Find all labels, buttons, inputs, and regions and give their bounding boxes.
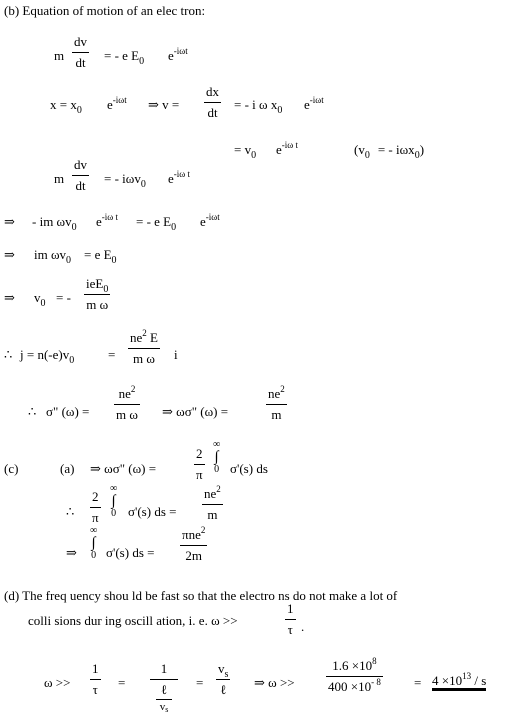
eq4-rhs: = - iωv$_0$ xyxy=(104,171,146,190)
eq5-arrow: ⇒ xyxy=(4,214,15,229)
final-f1-bar xyxy=(90,679,101,680)
eq9-den2: m xyxy=(271,407,282,422)
eq8-fraction-bar xyxy=(128,348,160,349)
eq2-lhs: $x = x_0$ xyxy=(50,97,82,116)
eq4-fraction xyxy=(72,157,89,194)
eq12-rhs-fraction xyxy=(180,527,207,564)
eq11-integrand: σ'(s) ds = xyxy=(128,504,177,519)
eq11-den: π xyxy=(92,510,99,525)
eq11-fraction xyxy=(90,489,101,526)
eq4-fraction-bar xyxy=(72,175,89,176)
eq9-num2: $ne^2$ xyxy=(268,384,285,401)
eq4-m: m xyxy=(54,171,65,186)
eq7-lhs: $v_0$ xyxy=(34,290,46,309)
eq9-therefore: ∴ xyxy=(28,404,37,419)
eq4-den: dt xyxy=(75,178,86,193)
eq4-num: dv xyxy=(74,157,87,172)
eq11-fraction-bar xyxy=(90,507,101,508)
eq9-implies: ⇒ ωσ" (ω) = xyxy=(162,404,229,419)
eq8-den: m ω xyxy=(133,351,155,366)
eq3-paren-note: ($v_0$ = - iωx$_0$) xyxy=(354,142,425,161)
eq1-fraction-bar xyxy=(72,52,89,53)
eq8-fraction xyxy=(128,330,160,367)
eq7-arrow: ⇒ xyxy=(4,290,15,305)
final-f1-den: τ xyxy=(92,682,98,697)
eq12-rhs-num: πne$^2$ xyxy=(182,525,206,542)
part-c-implies: ⇒ ωσ" (ω) = xyxy=(90,461,157,476)
final-f3-den: ℓ xyxy=(220,682,227,697)
eq4-exp: $e^{-i\omega t}$ xyxy=(168,169,190,186)
part-d-line-2: colli sions dur ing oscill ation, i. e. ω >> xyxy=(28,613,238,628)
eq2-exp1: $e^{-i\omega t}$ xyxy=(107,95,127,112)
eq9-den1: m ω xyxy=(116,407,138,422)
final-f2-den: ℓ vs xyxy=(150,682,178,713)
eq2-fraction xyxy=(204,84,221,121)
eq2-exp2: $e^{-i\omega t}$ xyxy=(304,95,324,112)
eq2-num: dx xyxy=(206,84,219,99)
eq12-integrand: σ'(s) ds = xyxy=(106,545,155,560)
final-fraction-1 xyxy=(90,661,101,698)
final-f3-num: $v_s$ xyxy=(218,661,229,680)
eq11-num: 2 xyxy=(92,489,99,504)
part-c-integrand: σ'(s) ds xyxy=(230,461,268,476)
eq1-fraction xyxy=(72,34,89,71)
final-f3-bar xyxy=(216,679,230,680)
eq8-num: $ne^2$ E xyxy=(130,328,158,345)
eq11-rhs-den: m xyxy=(207,507,218,522)
final-fraction-3 xyxy=(216,661,230,698)
eq7-num: ieE$_0$ xyxy=(86,276,109,295)
part-c-fraction xyxy=(194,446,205,483)
eq5-rhs: = - e $E_0$ xyxy=(136,214,177,233)
eq7-fraction xyxy=(84,276,110,313)
part-d-line-1: (d) The freq uency shou ld be fast so that the electro ns do not make a lot of xyxy=(4,588,398,603)
part-c-fraction-bar xyxy=(194,464,205,465)
eq9-fraction-bar-2 xyxy=(266,404,287,405)
final-fraction-4 xyxy=(326,658,383,695)
eq7-equals: = - xyxy=(56,290,71,305)
eq11-therefore: ∴ xyxy=(66,504,75,519)
final-f4-den: $400 \times 10^{- 8}$ xyxy=(328,677,381,694)
final-fraction-2 xyxy=(150,661,178,713)
part-c-integral: ∞ ∫ 0 xyxy=(213,439,221,475)
part-c-a-label: (a) xyxy=(60,461,75,476)
eq9-fraction-2 xyxy=(266,386,287,423)
eq9-fraction-bar-1 xyxy=(114,404,140,405)
eq12-integral: ∞ ∫ 0 xyxy=(90,525,98,561)
part-d-fraction-bar xyxy=(285,619,296,620)
eq1-den: dt xyxy=(75,55,86,70)
part-c-num: 2 xyxy=(196,446,203,461)
eq5-exp2: $e^{-i\omega t}$ xyxy=(200,212,220,229)
eq2-fraction-bar xyxy=(204,102,221,103)
eq1-m: m xyxy=(54,48,65,63)
eq12-rhs-den: 2m xyxy=(185,548,202,563)
part-d-num: 1 xyxy=(287,601,294,616)
eq8-i: i xyxy=(174,347,178,362)
eq3-exp: $e^{-i\omega t}$ xyxy=(276,140,298,157)
eq6-rhs: = e $E_0$ xyxy=(84,247,117,266)
eq6-arrow: ⇒ xyxy=(4,247,15,262)
part-d-period: . xyxy=(301,619,305,634)
final-eq-3: = xyxy=(414,675,422,690)
eq8-lhs: $j = n(-e)v_0$ xyxy=(20,347,75,366)
eq12-rhs-fraction-bar xyxy=(180,545,207,546)
eq1-num: dv xyxy=(74,34,87,49)
part-c-label: (c) xyxy=(4,461,19,476)
final-omega: ω >> xyxy=(44,675,71,690)
eq5-lhs: - im $\omega v_0$ xyxy=(32,214,77,233)
eq8-therefore: ∴ xyxy=(4,347,13,362)
eq11-rhs-fraction-bar xyxy=(202,504,223,505)
final-eq-2: = xyxy=(196,675,204,690)
eq11-rhs-fraction xyxy=(202,486,223,523)
eq9-lhs: σ" (ω) = xyxy=(46,404,90,419)
eq9-num1: $ne^2$ xyxy=(118,384,136,401)
eq8-equals: = xyxy=(108,347,116,362)
final-f2-bar xyxy=(150,679,178,680)
final-implies: ⇒ ω >> xyxy=(254,675,295,690)
eq1-exponential: $e^{-i\omega t}$ xyxy=(168,46,188,63)
eq7-den: m ω xyxy=(86,297,109,312)
part-d-fraction xyxy=(285,601,296,638)
final-f4-num: $1.6 \times 10^8$ xyxy=(332,656,377,673)
eq2-implies-v: ⇒ v = xyxy=(148,97,180,112)
final-f2-num: 1 xyxy=(160,661,168,676)
eq12-arrow: ⇒ xyxy=(66,545,77,560)
part-b-heading: (b) Equation of motion of an elec tron: xyxy=(4,3,206,18)
eq11-rhs-num: $ne^2$ xyxy=(204,484,221,501)
eq1-rhs: = - e $E_0$ xyxy=(104,48,145,67)
eq6-lhs: im $\omega v_0$ xyxy=(34,247,72,266)
final-answer: $4 \times 10^{13} / s$ xyxy=(432,674,486,691)
eq2-den: dt xyxy=(207,105,218,120)
eq3-lhs: = $v_0$ xyxy=(234,142,257,161)
part-c-den: π xyxy=(196,467,203,482)
eq2-rhs: = - i ω $x_0$ xyxy=(234,97,283,116)
eq9-fraction-1 xyxy=(114,386,140,423)
eq11-integral: ∞ ∫ 0 xyxy=(110,483,118,519)
final-f1-num: 1 xyxy=(92,661,99,676)
final-eq-1: = xyxy=(118,675,126,690)
part-d-den: τ xyxy=(287,622,293,637)
eq5-exp: $e^{-i\omega t}$ xyxy=(96,212,118,229)
